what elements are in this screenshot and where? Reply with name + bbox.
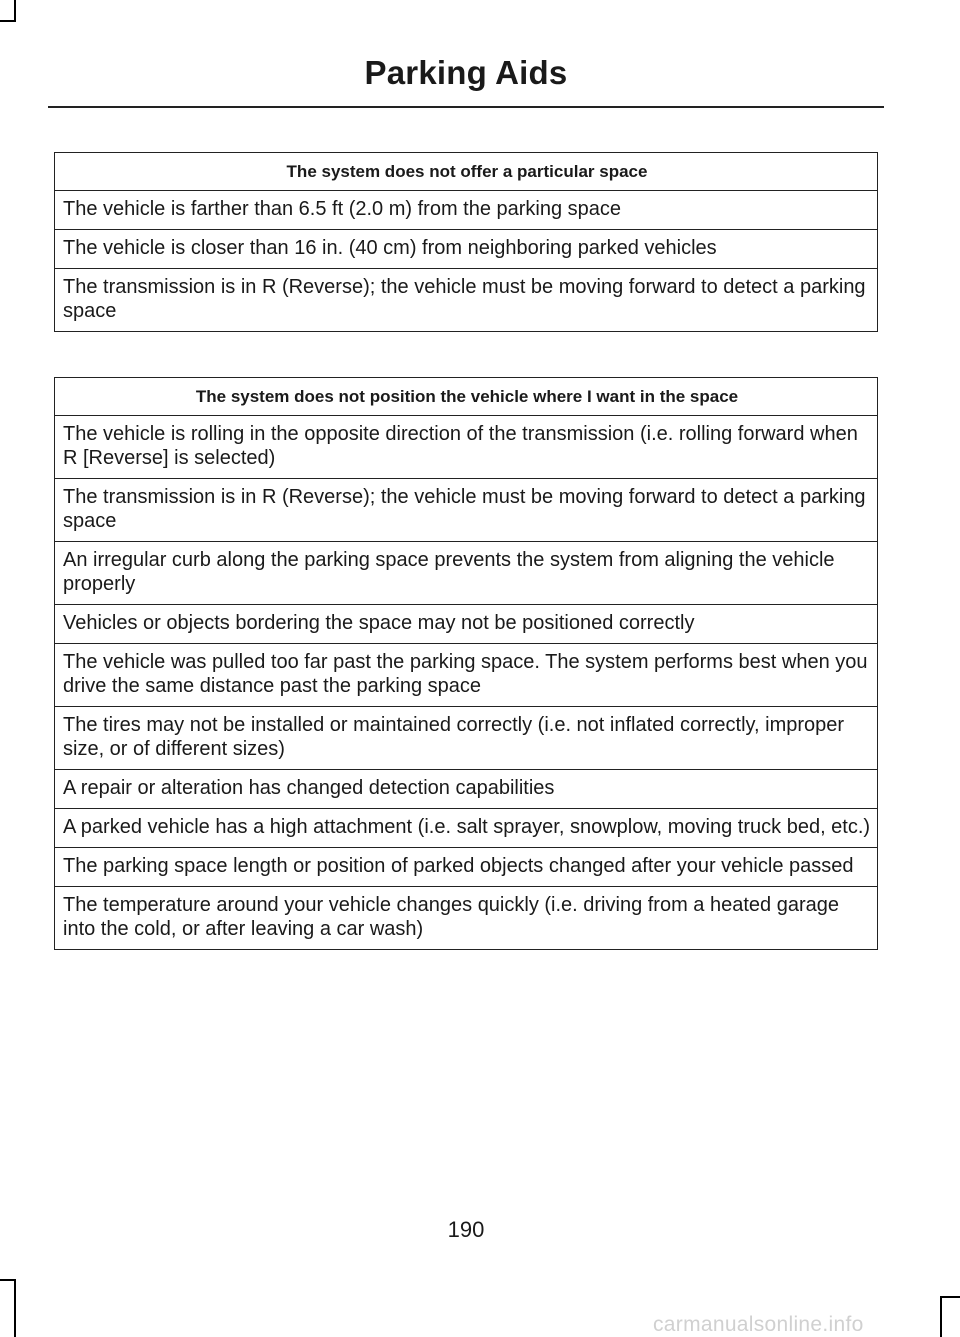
troubleshooting-table-no-space-offered <box>54 152 878 332</box>
table-cell: The vehicle is closer than 16 in. (40 cm) from neighboring parked vehicles <box>55 230 878 269</box>
table-row <box>55 605 878 644</box>
table-row <box>55 848 878 887</box>
crop-mark-bottom-right-vertical <box>940 1296 942 1337</box>
table-row <box>55 542 878 605</box>
table-header-row <box>55 153 878 191</box>
table-cell: The transmission is in R (Reverse); the vehicle must be moving forward to detect a parking space <box>55 269 878 332</box>
crop-mark-top-left-horizontal <box>0 20 16 22</box>
title-divider <box>48 106 884 108</box>
troubleshooting-table-vehicle-position <box>54 377 878 950</box>
table-row <box>55 770 878 809</box>
crop-mark-bottom-right-horizontal <box>940 1296 960 1298</box>
page-number: 190 <box>447 1217 485 1242</box>
table-cell: The vehicle is farther than 6.5 ft (2.0 m) from the parking space <box>55 191 878 230</box>
table-row <box>55 809 878 848</box>
table-row <box>55 269 878 332</box>
table-cell: A parked vehicle has a high attachment (i.e. salt sprayer, snowplow, moving truck bed, etc.) <box>55 809 878 848</box>
table-header-row <box>55 378 878 416</box>
table-row <box>55 479 878 542</box>
table-cell: A repair or alteration has changed detection capabilities <box>55 770 878 809</box>
table-row <box>55 644 878 707</box>
page-title: Parking Aids <box>364 54 568 91</box>
table-cell: The vehicle is rolling in the opposite direction of the transmission (i.e. rolling forward when R [Reverse] is selected) <box>55 416 878 479</box>
table-heading: The system does not offer a particular space <box>55 153 878 191</box>
table-cell: The vehicle was pulled too far past the parking space. The system performs best when you drive the same distance past the parking space <box>55 644 878 707</box>
crop-mark-bottom-left-vertical <box>14 1279 16 1337</box>
table-cell: The parking space length or position of parked objects changed after your vehicle passed <box>55 848 878 887</box>
table-cell: The tires may not be installed or maintained correctly (i.e. not inflated correctly, improper size, or of different sizes) <box>55 707 878 770</box>
table-cell: The temperature around your vehicle changes quickly (i.e. driving from a heated garage into the cold, or after leaving a car wash) <box>55 887 878 950</box>
table-cell: The transmission is in R (Reverse); the vehicle must be moving forward to detect a parking space <box>55 479 878 542</box>
crop-mark-bottom-left-horizontal <box>0 1279 16 1281</box>
table-row <box>55 707 878 770</box>
table-row <box>55 416 878 479</box>
table-heading: The system does not position the vehicle where I want in the space <box>55 378 878 416</box>
table-cell: Vehicles or objects bordering the space may not be positioned correctly <box>55 605 878 644</box>
table-row <box>55 887 878 950</box>
crop-mark-top-left-vertical <box>14 0 16 20</box>
watermark: carmanualsonline.info <box>653 1313 864 1336</box>
table-row <box>55 230 878 269</box>
table-cell: An irregular curb along the parking space prevents the system from aligning the vehicle properly <box>55 542 878 605</box>
table-row <box>55 191 878 230</box>
